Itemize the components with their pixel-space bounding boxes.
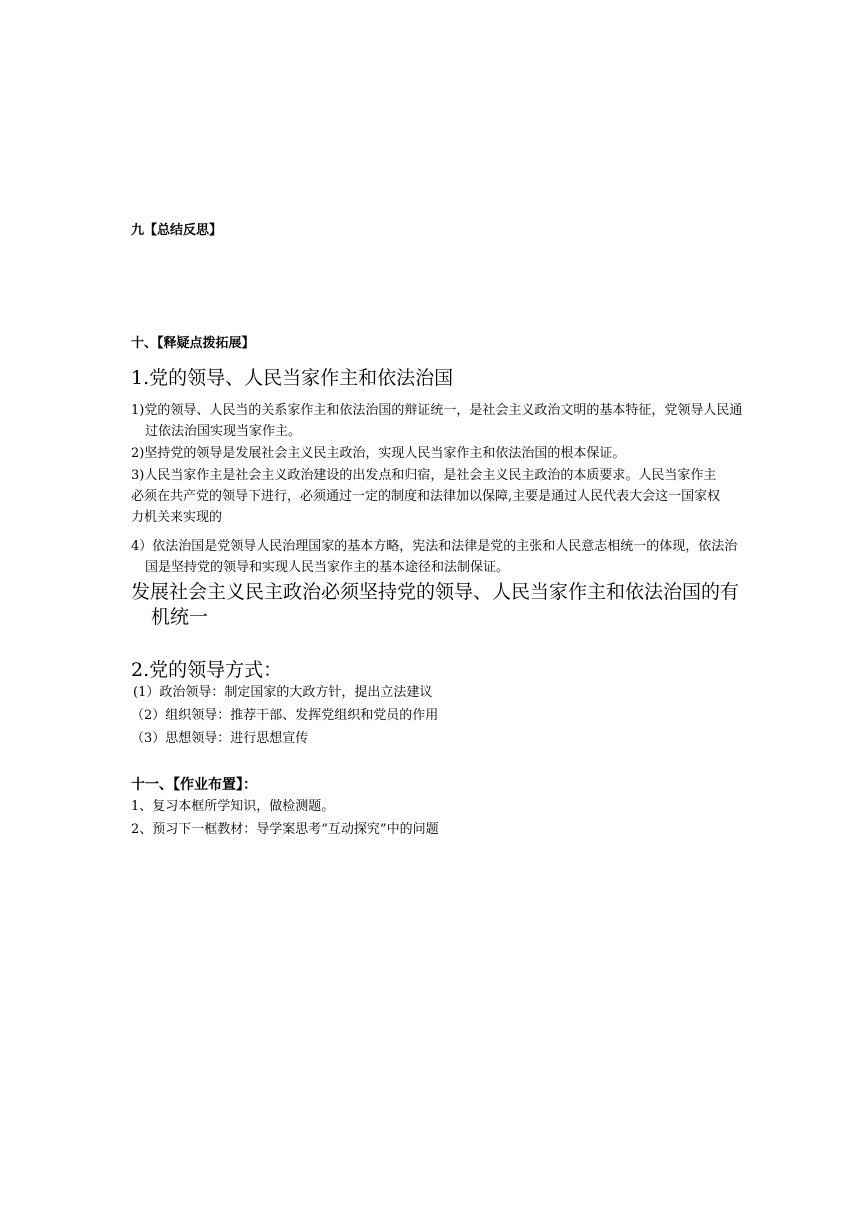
homework-item-2: 2、预习下一框教材：导学案思考“互动探究”中的问题 <box>131 822 439 837</box>
doubts-heading: 十、【释疑点拨拓展】 <box>131 336 255 351</box>
topic2-item-1: (1）政治领导：制定国家的大政方针，提出立法建议 <box>133 685 433 700</box>
topic1-point-3: 3)人民当家作主是社会主义政治建设的出发点和归宿，是社会主义民主政治的本质要求。人民当家作主必须在共产党的领导下进行，必须通过一定的制度和法律加以保障,主要是通过人民代表大会这一国家权力机关来实现的 <box>131 468 721 525</box>
summary-heading: 九【总结反思】 <box>131 223 223 238</box>
homework-heading: 十一、【作业布置】： <box>131 777 257 793</box>
topic1-title: 1.党的领导、人民当家作主和依法治国 <box>131 367 454 389</box>
topic1-point-1: 1)党的领导、人民当的关系家作主和依法治国的辩证统一，是社会主义政治文明的基本特征，党领导人民通过依法治国实现当家作主。 <box>131 403 743 439</box>
topic2-title: 2.党的领导方式： <box>131 659 283 681</box>
topic2-item-3: （3）思想领导：进行思想宣传 <box>131 731 309 746</box>
topic1-point-4: 4）依法治国是党领导人民治理国家的基本方略，宪法和法律是党的主张和人民意志相统一的体现，依法治国是坚持党的领导和实现人民当家作主的基本途径和法制保证。 <box>131 539 738 575</box>
homework-item-1: 1、复习本框所学知识，做检测题。 <box>131 799 335 814</box>
topic1-conclusion: 发展社会主义民主政治必须坚持党的领导、人民当家作主和依法治国的有机统一 <box>131 581 740 628</box>
topic2-item-2: （2）组织领导：推荐干部、发挥党组织和党员的作用 <box>131 708 439 723</box>
topic1-point-2: 2)坚持党的领导是发展社会主义民主政治，实现人民当家作主和依法治国的根本保证。 <box>131 446 626 461</box>
